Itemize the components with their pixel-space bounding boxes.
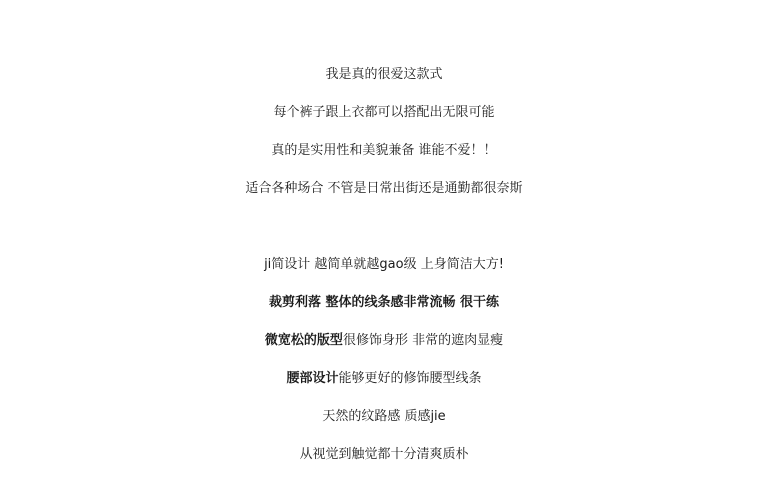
bold-text-line: 裁剪利落 整体的线条感非常流畅 很干练 xyxy=(268,295,500,310)
text-line: 我是真的很爱这款式 xyxy=(325,67,443,82)
bold-phrase: 微宽松的版型 xyxy=(264,333,343,348)
text-line: 适合各种场合 不管是日常出街还是通勤都很奈斯 xyxy=(245,181,523,196)
text-line: ji简设计 越简单就越gao级 上身简洁大方! xyxy=(264,257,504,272)
regular-phrase: 能够更好的修饰腰型线条 xyxy=(338,371,482,386)
text-line: 真的是实用性和美貌兼备 谁能不爱！！ xyxy=(271,143,497,158)
regular-phrase: 很修饰身形 非常的遮肉显瘦 xyxy=(342,333,504,348)
text-line-mixed xyxy=(0,332,768,350)
text-line-mixed xyxy=(0,370,768,388)
text-line: 每个裤子跟上衣都可以搭配出无限可能 xyxy=(273,105,495,120)
text-line: 从视觉到触觉都十分清爽质朴 xyxy=(299,447,469,462)
bold-phrase: 腰部设计 xyxy=(286,371,339,386)
text-line: 天然的纹路感 质感jie xyxy=(322,409,446,424)
